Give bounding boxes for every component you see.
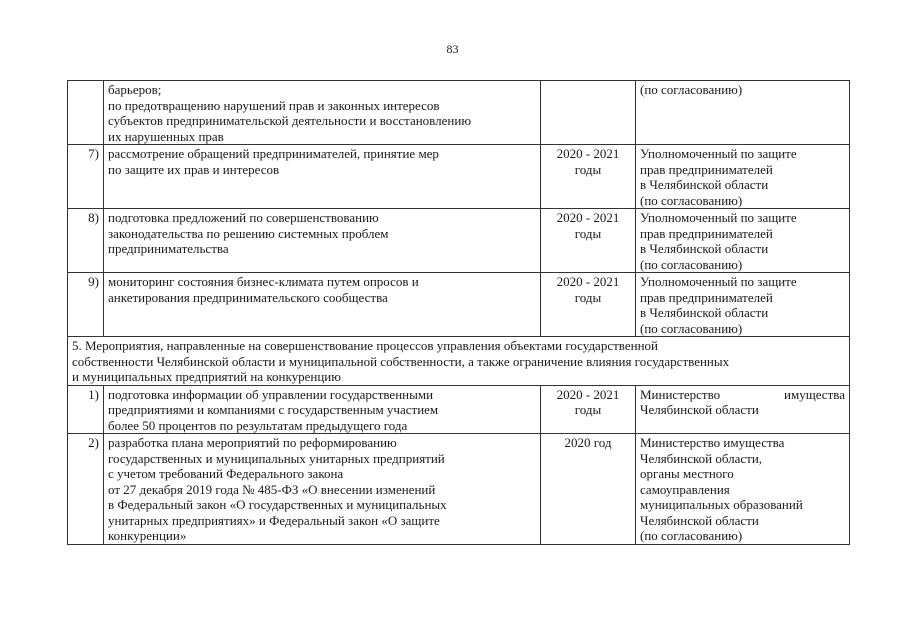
measure-description bbox=[104, 81, 541, 145]
section-heading-row bbox=[68, 337, 850, 386]
responsible-executor-line: самоуправления bbox=[640, 481, 730, 497]
implementation-term-line: годы bbox=[574, 289, 602, 305]
implementation-term-line: 2020 год bbox=[564, 435, 612, 450]
implementation-term bbox=[541, 273, 636, 337]
responsible-executor-line: в Челябинской области bbox=[640, 177, 769, 192]
implementation-term-line: годы bbox=[574, 161, 602, 177]
section-heading bbox=[68, 337, 850, 386]
measure-description-line: государственных и муниципальных унитарных предприятий bbox=[108, 450, 445, 466]
measure-description-line: подготовка информации об управлении государственными bbox=[108, 386, 434, 402]
table-body-section-heading bbox=[68, 337, 850, 386]
measure-description-line: анкетирования предпринимательского сообщества bbox=[108, 289, 388, 305]
responsible-executor bbox=[636, 209, 850, 273]
responsible-executor-line: прав предпринимателей bbox=[640, 225, 773, 241]
responsible-executor-word: Министерство bbox=[640, 386, 721, 402]
row-number: 1) bbox=[68, 385, 104, 434]
responsible-executor-line: (по согласованию) bbox=[640, 256, 743, 272]
measure-description-line: рассмотрение обращений предпринимателей, принятие мер bbox=[108, 146, 439, 161]
row-number: 8) bbox=[68, 209, 104, 273]
responsible-executor-line: (по согласованию) bbox=[640, 192, 743, 208]
responsible-executor-line: муниципальных образований bbox=[640, 497, 803, 512]
implementation-term-line: 2020 - 2021 bbox=[556, 274, 620, 289]
measure-description-line: субъектов предпринимательской деятельности и восстановлению bbox=[108, 113, 472, 128]
measure-description-line: от 27 декабря 2019 года № 485-ФЗ «О внесении изменений bbox=[108, 481, 436, 497]
section-heading-line: собственности Челябинской области и муниципальной собственности, а также ограничение влияния государственных bbox=[72, 353, 730, 369]
responsible-executor-line: (по согласованию) bbox=[640, 320, 743, 336]
responsible-executor-line: (по согласованию) bbox=[640, 82, 743, 97]
measure-description-line: по предотвращению нарушений прав и законных интересов bbox=[108, 97, 440, 113]
responsible-executor-line: Уполномоченный по защите bbox=[640, 274, 797, 289]
responsible-executor-line: в Челябинской области bbox=[640, 241, 769, 256]
measure-description-line: мониторинг состояния бизнес-климата путем опросов и bbox=[108, 274, 419, 289]
responsible-executor-line: Челябинской области bbox=[640, 512, 759, 528]
measure-description-line: конкуренции» bbox=[108, 528, 187, 543]
measure-description-line: подготовка предложений по совершенствованию bbox=[108, 210, 379, 225]
table-row bbox=[68, 145, 850, 209]
responsible-executor-line: прав предпринимателей bbox=[640, 161, 773, 177]
implementation-term-line: годы bbox=[574, 225, 602, 241]
responsible-executor-line: Челябинской области bbox=[640, 402, 759, 417]
responsible-executor-word: имущества bbox=[784, 386, 845, 402]
implementation-term-line: годы bbox=[574, 402, 602, 417]
measure-description-line: в Федеральный закон «О государственных и муниципальных bbox=[108, 497, 447, 512]
measure-description-line: с учетом требований Федерального закона bbox=[108, 466, 344, 481]
measure-description bbox=[104, 209, 541, 273]
measure-description-line: предприятиями и компаниями с государственным участием bbox=[108, 402, 439, 417]
measure-description bbox=[104, 145, 541, 209]
table-row bbox=[68, 434, 850, 545]
row-number: 7) bbox=[68, 145, 104, 209]
measure-description-line: законодательства по решению системных проблем bbox=[108, 225, 389, 241]
responsible-executor-line: Министерство имущества bbox=[640, 435, 785, 450]
responsible-executor bbox=[636, 385, 850, 434]
row-number: 9) bbox=[68, 273, 104, 337]
responsible-executor-line bbox=[640, 387, 845, 403]
responsible-executor-line: органы местного bbox=[640, 466, 734, 481]
responsible-executor bbox=[636, 273, 850, 337]
implementation-term bbox=[541, 81, 636, 145]
implementation-term-line: 2020 - 2021 bbox=[556, 210, 620, 225]
implementation-term-line: 2020 - 2021 bbox=[556, 386, 620, 402]
measure-description bbox=[104, 273, 541, 337]
table-row bbox=[68, 81, 850, 145]
table-body-after-section bbox=[68, 385, 850, 544]
section-heading-line: и муниципальных предприятий на конкуренцию bbox=[72, 369, 341, 384]
measure-description bbox=[104, 385, 541, 434]
responsible-executor-line: Уполномоченный по защите bbox=[640, 210, 797, 225]
implementation-term bbox=[541, 434, 636, 545]
responsible-executor-line: в Челябинской области bbox=[640, 305, 769, 320]
table-row bbox=[68, 273, 850, 337]
responsible-executor-line: прав предпринимателей bbox=[640, 289, 773, 305]
measure-description bbox=[104, 434, 541, 545]
measures-table bbox=[67, 80, 850, 545]
implementation-term bbox=[541, 145, 636, 209]
measure-description-line: унитарных предприятиях» и Федеральный закон «О защите bbox=[108, 512, 440, 528]
section-heading-line: 5. Мероприятия, направленные на совершенствование процессов управления объектами государственной bbox=[72, 338, 658, 353]
row-number bbox=[68, 81, 104, 145]
table-body-before-section bbox=[68, 81, 850, 337]
measure-description-line: разработка плана мероприятий по реформированию bbox=[108, 435, 397, 450]
measure-description-line: по защите их прав и интересов bbox=[108, 161, 280, 177]
responsible-executor bbox=[636, 81, 850, 145]
responsible-executor-line: (по согласованию) bbox=[640, 528, 743, 543]
implementation-term bbox=[541, 209, 636, 273]
row-number: 2) bbox=[68, 434, 104, 545]
measure-description-line: предпринимательства bbox=[108, 241, 229, 256]
measure-description-line: барьеров; bbox=[108, 82, 162, 97]
table-row bbox=[68, 385, 850, 434]
responsible-executor bbox=[636, 434, 850, 545]
implementation-term-line: 2020 - 2021 bbox=[556, 146, 620, 161]
implementation-term bbox=[541, 385, 636, 434]
table-row bbox=[68, 209, 850, 273]
page-number: 83 bbox=[446, 42, 459, 56]
measure-description-line: более 50 процентов по результатам предыдущего года bbox=[108, 417, 408, 433]
responsible-executor-line: Уполномоченный по защите bbox=[640, 146, 797, 161]
responsible-executor-line: Челябинской области, bbox=[640, 450, 763, 466]
measure-description-line: их нарушенных прав bbox=[108, 128, 224, 144]
responsible-executor bbox=[636, 145, 850, 209]
